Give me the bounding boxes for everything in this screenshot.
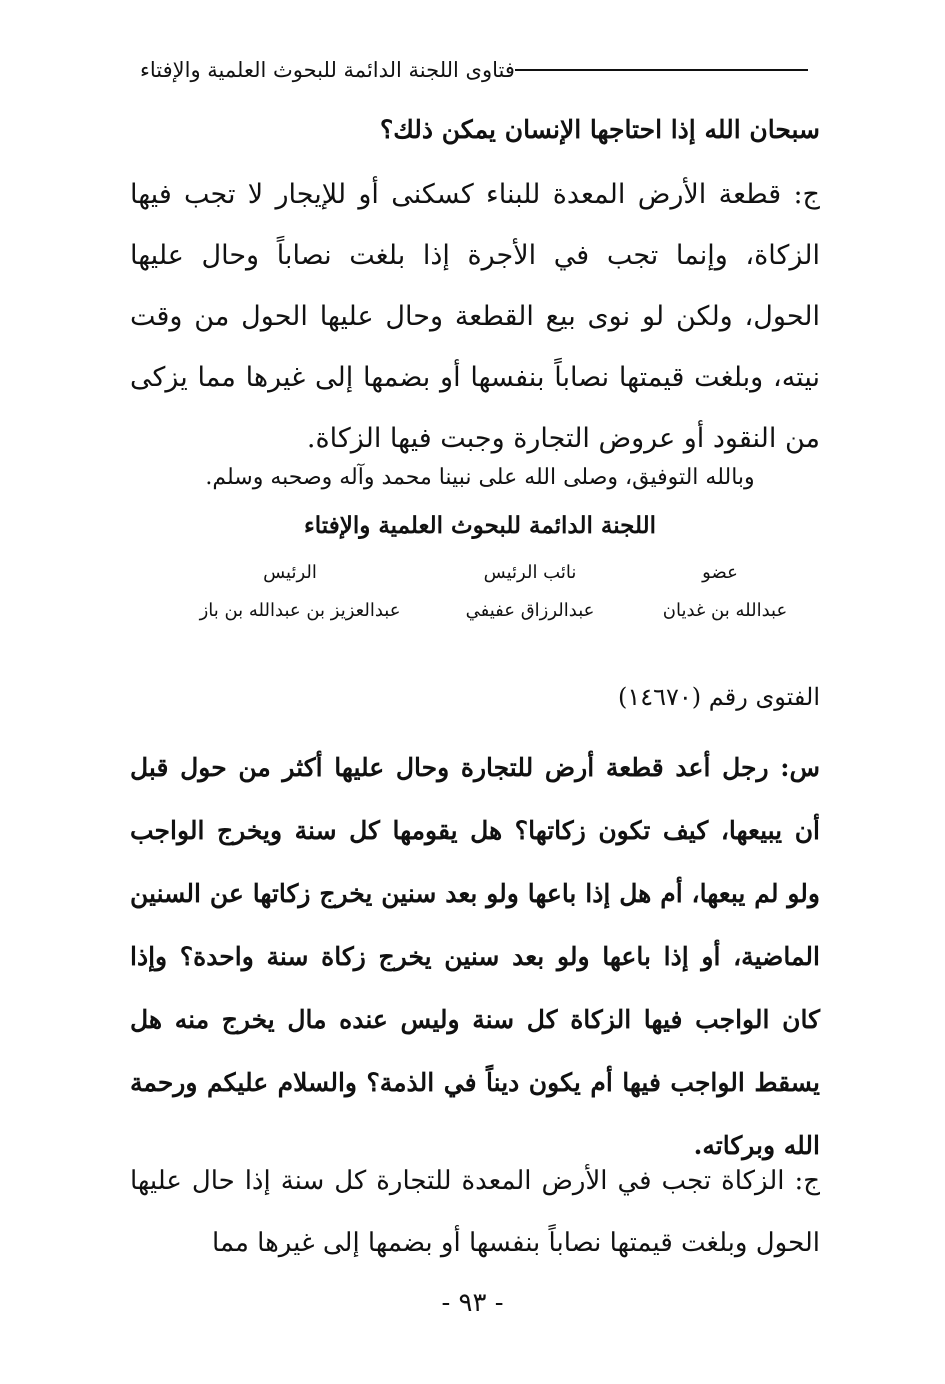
question2-paragraph: س: رجل أعد قطعة أرض للتجارة وحال عليها أكثر من حول قبل أن يبيعها، كيف تكون زكاتها؟ هل يقومها كل سنة ويخرج الواجب ولو لم يبعها، أم هل إذا باعها ولو بعد سنين يخرج زكاتها عن السنين الماضية، أو إذا باعها ولو بعد سنين يخرج زكاة سنة واحدة؟ وإذا كان الواجب فيها الزكاة كل سنة وليس عنده مال يخرج منه هل يسقط الواجب فيها أم يكون ديناً في الذمة؟ والسلام عليكم ورحمة الله وبركاته. xyxy=(130,753,820,1160)
fatwa-number: الفتوى رقم (١٤٦٧٠) xyxy=(617,683,820,711)
page-number: - ٩٣ - xyxy=(441,1288,504,1318)
signatory-role-president: الرئيس xyxy=(263,562,317,583)
header-rule xyxy=(515,69,808,71)
committee-name: اللجنة الدائمة للبحوث العلمية والإفتاء xyxy=(303,512,657,539)
header-title: فتاوى اللجنة الدائمة للبحوث العلمية والإفتاء xyxy=(140,58,515,82)
running-header xyxy=(140,58,820,82)
signatory-role-member: عضو xyxy=(702,562,738,583)
question1-tail: سبحان الله إذا احتاجها الإنسان يمكن ذلك؟ xyxy=(379,115,820,144)
signatory-name-vice-president: عبدالرزاق عفيفي xyxy=(465,600,595,621)
answer2-paragraph: ج: الزكاة تجب في الأرض المعدة للتجارة كل سنة إذا حال عليها الحول وبلغت قيمتها نصاباً بنفسها أو بضمها إلى غيرها مما xyxy=(130,1166,820,1258)
signatory-role-vice-president: نائب الرئيس xyxy=(483,562,577,583)
answer1-paragraph: ج: قطعة الأرض المعدة للبناء كسكنى أو للإيجار لا تجب فيها الزكاة، وإنما تجب في الأجرة إذا بلغت نصاباً وحال عليها الحول، ولكن لو نوى بيع القطعة وحال عليها الحول من وقت نيته، وبلغت قيمتها نصاباً بنفسها أو بضمها إلى غيرها مما يزكى من النقود أو عروض التجارة وجبت فيها الزكاة. xyxy=(130,179,820,454)
closing-line: وبالله التوفيق، وصلى الله على نبينا محمد وآله وصحبه وسلم. xyxy=(205,465,755,490)
signatory-name-member: عبدالله بن غديان xyxy=(662,600,788,621)
signatory-name-president: عبدالعزيز بن عبدالله بن باز xyxy=(199,600,401,621)
